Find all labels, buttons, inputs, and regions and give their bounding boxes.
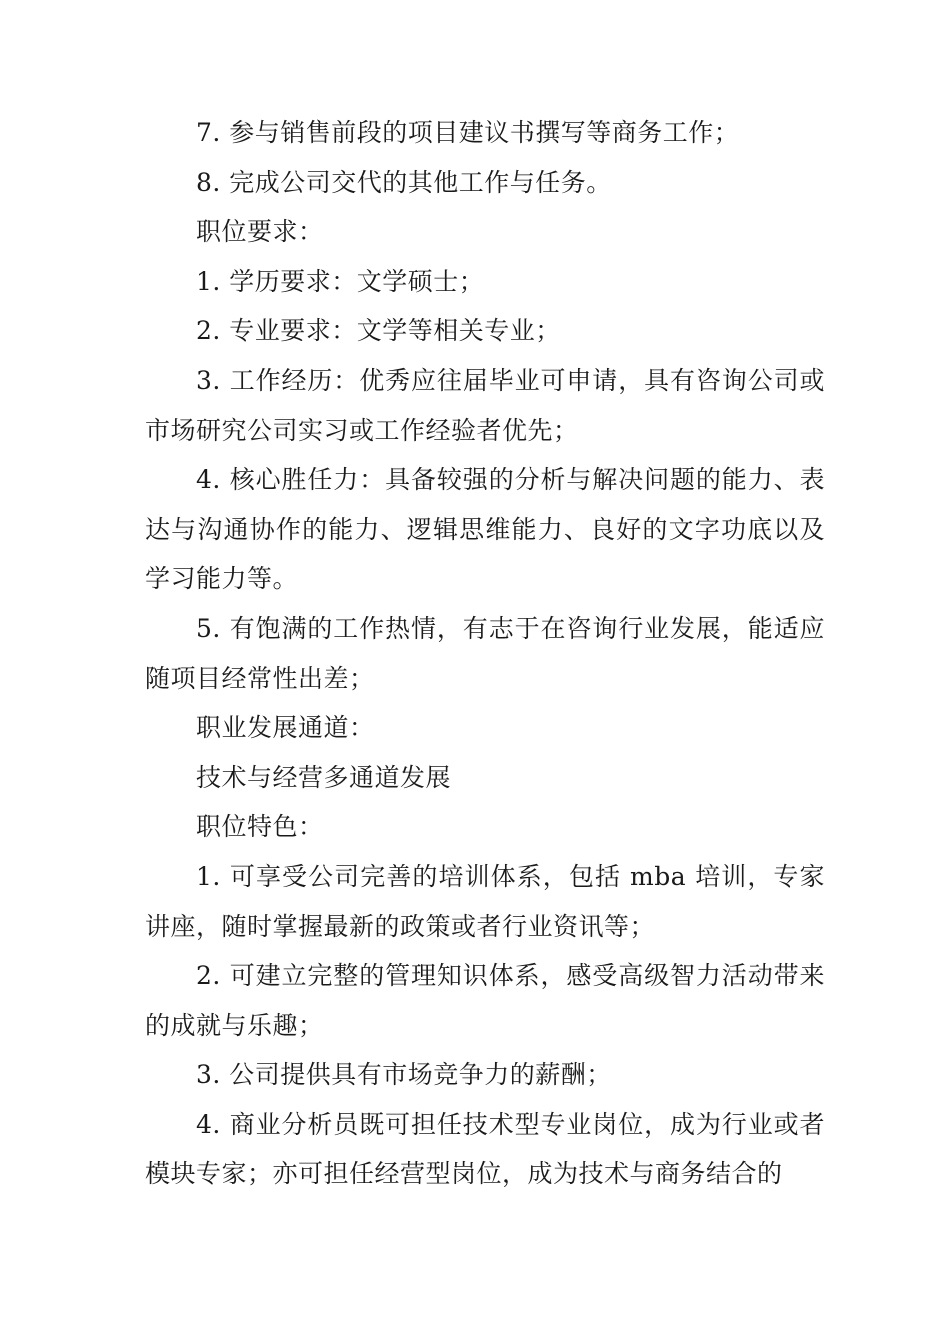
paragraph-duty-8: 8. 完成公司交代的其他工作与任务。 <box>196 167 612 197</box>
paragraph-career-path: 技术与经营多通道发展 <box>196 762 452 792</box>
paragraph-requirement-3: 3. 工作经历：优秀应往届毕业可申请，具有咨询公司或市场研究公司实习或工作经验者优先； <box>145 365 825 445</box>
paragraph-requirement-2: 2. 专业要求：文学等相关专业； <box>196 316 561 346</box>
heading-career-path: 职业发展通道： <box>196 713 375 743</box>
document-body <box>145 108 825 1199</box>
heading-job-requirements: 职位要求： <box>196 217 324 247</box>
paragraph-requirement-4: 4. 核心胜任力：具备较强的分析与解决问题的能力、表达与沟通协作的能力、逻辑思维能力、良好的文字功底以及学习能力等。 <box>145 465 825 594</box>
paragraph-duty-7: 7. 参与销售前段的项目建议书撰写等商务工作； <box>196 118 740 147</box>
paragraph-requirement-1: 1. 学历要求：文学硕士； <box>196 266 485 296</box>
paragraph-feature-3: 3. 公司提供具有市场竞争力的薪酬； <box>196 1060 612 1090</box>
paragraph-requirement-5: 5. 有饱满的工作热情，有志于在咨询行业发展，能适应随项目经常性出差； <box>145 613 825 693</box>
paragraph-feature-4: 4. 商业分析员既可担任技术型专业岗位，成为行业或者模块专家；亦可担任经营型岗位，成为技术与商务结合的 <box>145 1109 825 1189</box>
paragraph-feature-2: 2. 可建立完整的管理知识体系，感受高级智力活动带来的成就与乐趣； <box>145 961 825 1040</box>
paragraph-feature-1: 1. 可享受公司完善的培训体系，包括 mba 培训，专家讲座，随时掌握最新的政策或者行业资讯等； <box>145 861 825 941</box>
heading-position-features: 职位特色： <box>196 812 324 842</box>
